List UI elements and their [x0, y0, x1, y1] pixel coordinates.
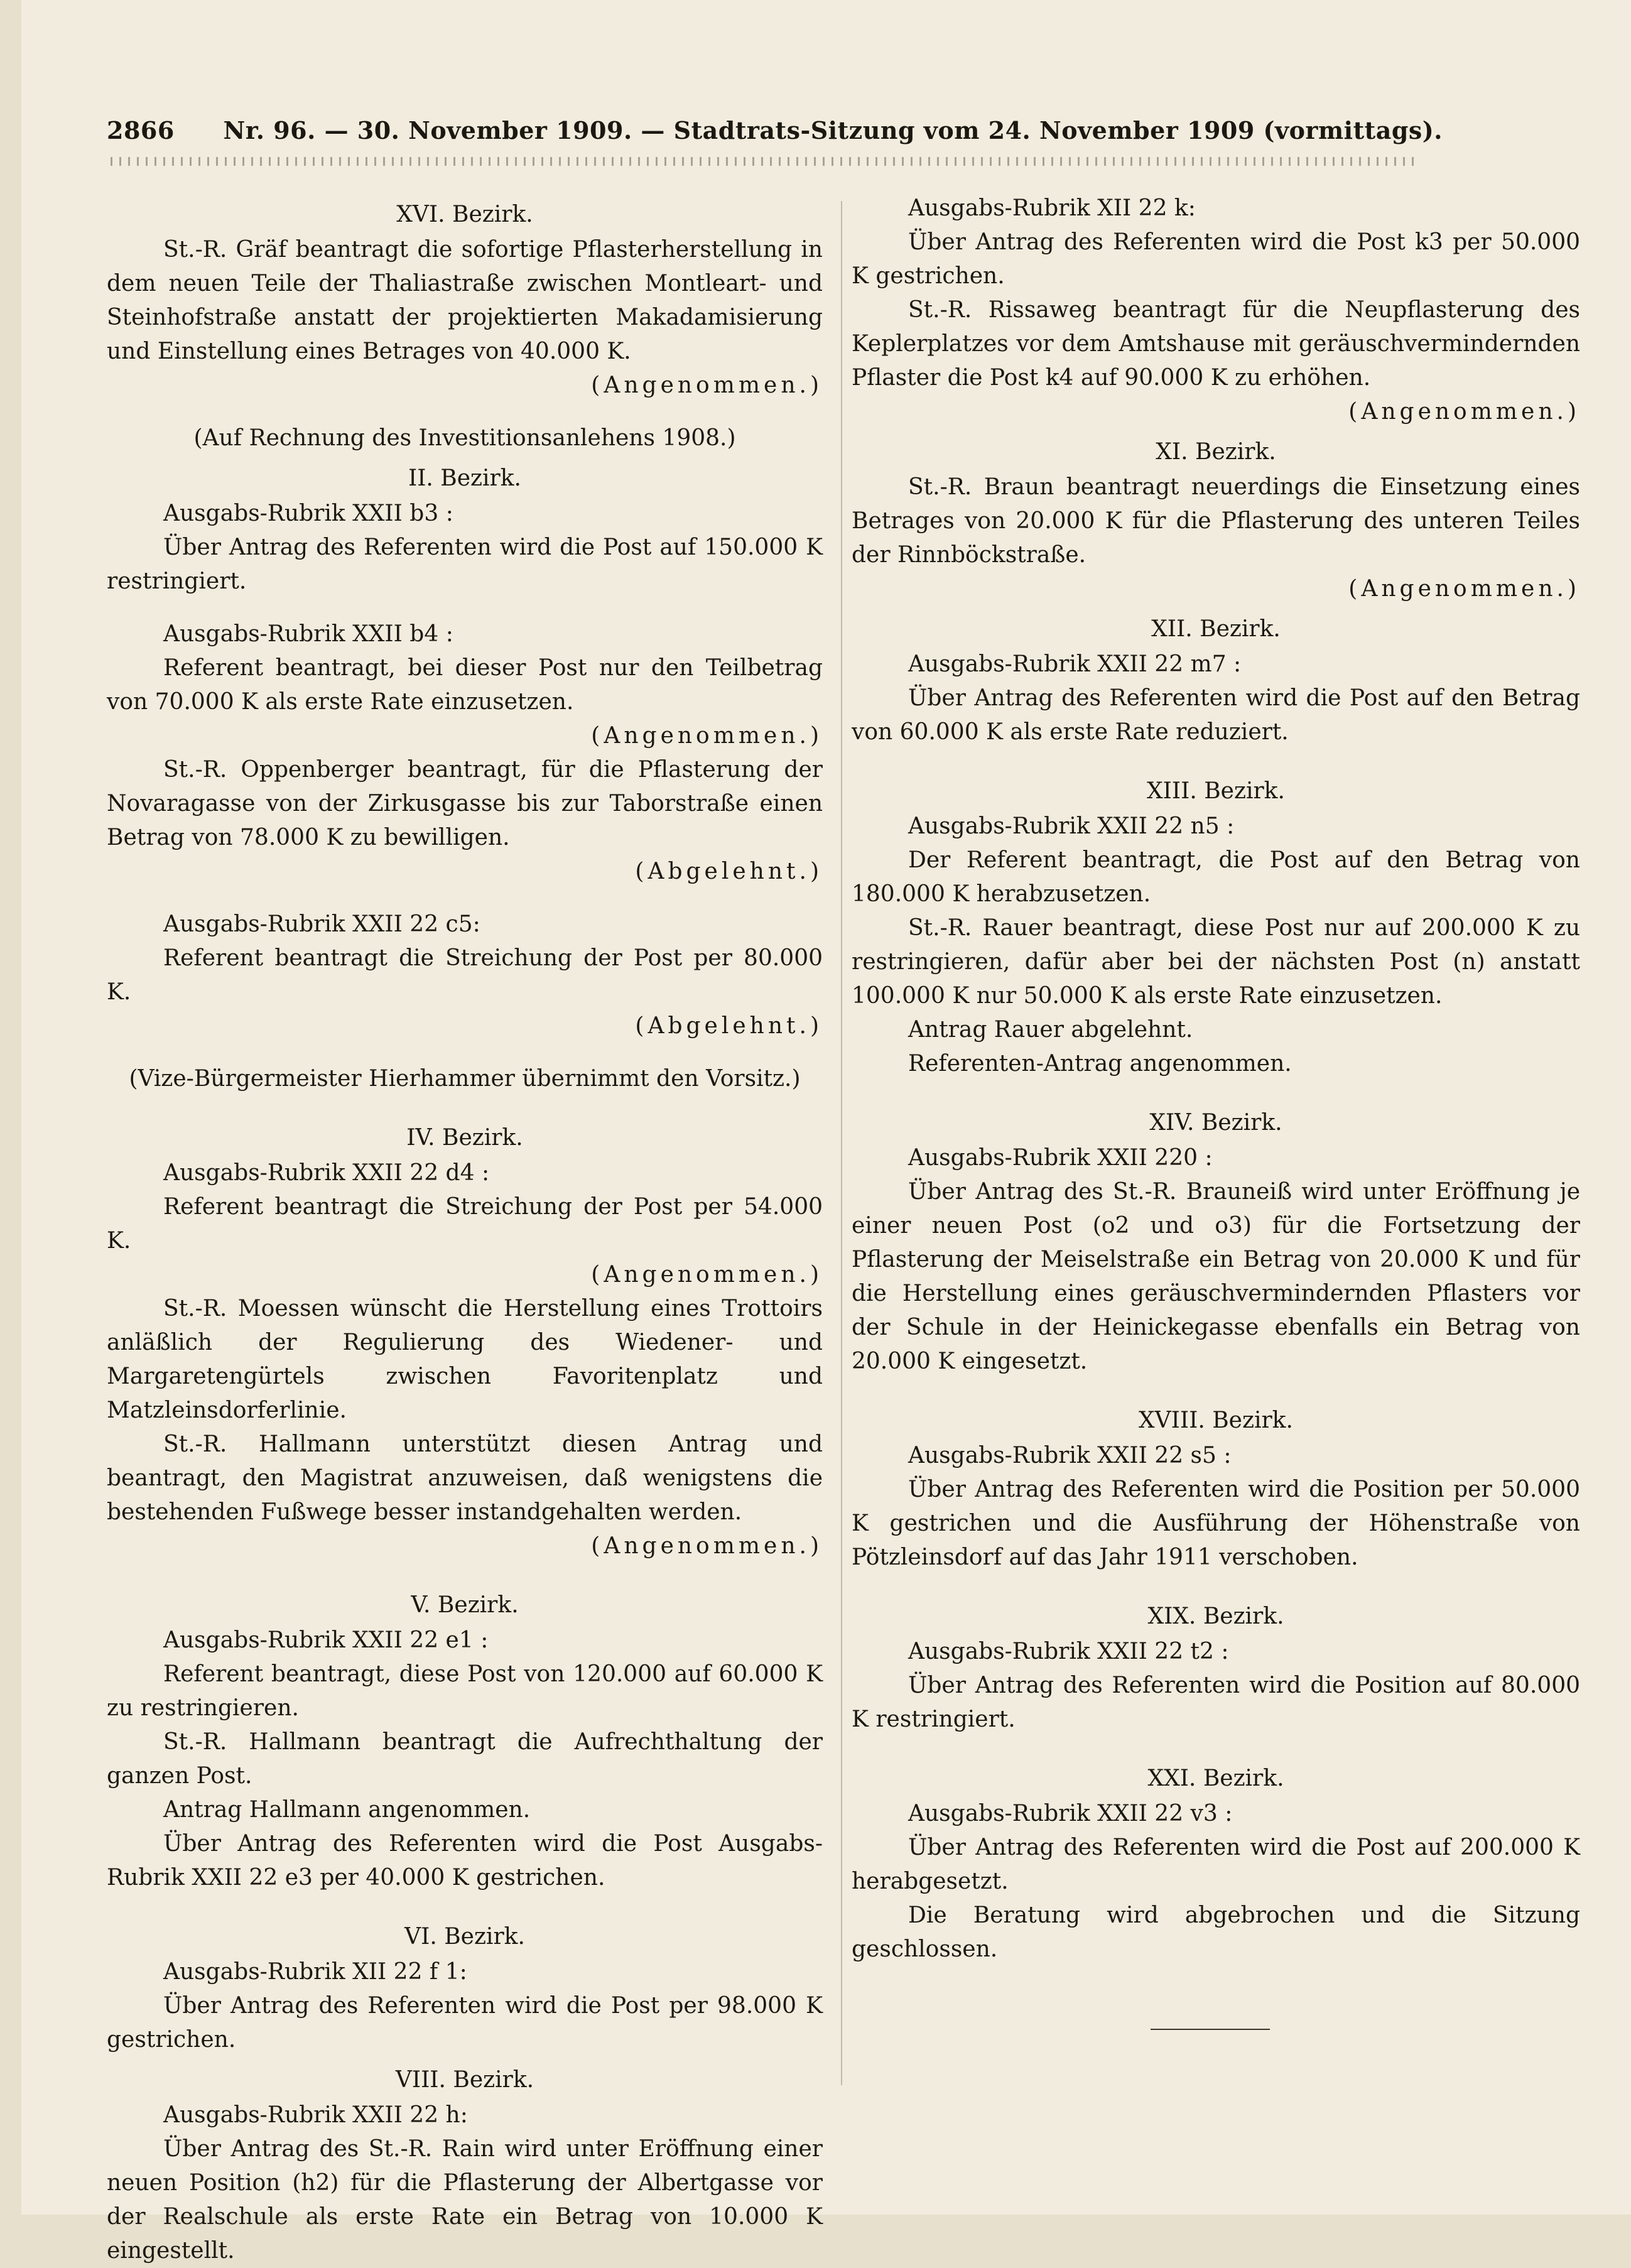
- budget-heading: Ausgabs-Rubrik XXII 22 m7 :: [908, 651, 1242, 677]
- paragraph: Antrag Rauer abgelehnt.: [908, 1017, 1193, 1043]
- page-number: 2866: [107, 116, 175, 144]
- paragraph: Antrag Hallmann angenommen.: [163, 1797, 531, 1823]
- paragraph: St.-R. Hallmann unterstützt diesen Antrag und beantragt, den Magistrat anzuweisen, daß wenigstens die bestehenden Fußwege besser instandgehalten werden. (Angenommen.): [107, 1428, 823, 1563]
- result-note: (Abgelehnt.): [635, 1013, 823, 1039]
- result-note: (Angenommen.): [591, 1533, 823, 1559]
- paragraph: Über Antrag des St.-R. Rain wird unter Eröffnung einer neuen Position (h2) für die Pflasterung der Albertgasse vor der Realschule als erste Rate ein Betrag von 10.000 K eingestellt.: [107, 2136, 823, 2264]
- district-heading: VI. Bezirk.: [404, 1924, 525, 1950]
- paragraph: Der Referent beantragt, die Post auf den Betrag von 180.000 K herabzusetzen.: [852, 847, 1580, 907]
- paragraph: Über Antrag des Referenten wird die Post k3 per 50.000 K gestrichen.: [852, 229, 1580, 289]
- district-heading: XIX. Bezirk.: [1147, 1603, 1284, 1629]
- district-heading: XII. Bezirk.: [1151, 616, 1281, 642]
- header-title: Nr. 96. — 30. November 1909. — Stadtrats-Sitzung vom 24. November 1909 (vormittags).: [223, 116, 1443, 144]
- paragraph: Die Beratung wird abgebrochen und die Sitzung geschlossen.: [852, 1902, 1580, 1962]
- header-rule: [107, 157, 1419, 166]
- paragraph: Über Antrag des St.-R. Brauneiß wird unter Eröffnung je einer neuen Post (o2 und o3) für die Fortsetzung der Pflasterung der Meiselstraße ein Betrag von 20.000 K und für die Herstellung eines geräuschvermindernden Pflasters vor der Schule in der Heinickegasse ebenfalls ein Betrag von 20.000 K eingesetzt.: [852, 1179, 1580, 1374]
- result-note: (Angenommen.): [1348, 399, 1580, 425]
- budget-heading: Ausgabs-Rubrik XXII 22 e1 :: [163, 1627, 489, 1653]
- paragraph: St.-R. Braun beantragt neuerdings die Einsetzung eines Betrages von 20.000 K für die Pflasterung des unteren Teiles der Rinnböckstraße. (Angenommen.): [852, 470, 1580, 606]
- district-heading: XIV. Bezirk.: [1149, 1110, 1282, 1136]
- budget-heading: Ausgabs-Rubrik XXII 22 d4 :: [163, 1160, 490, 1186]
- paragraph: St.-R. Gräf beantragt die sofortige Pflasterherstellung in dem neuen Teile der Thaliastraße zwischen Montleart- und Steinhofstraße anstatt der projektierten Makadamisierung und Einstellung eines Betrages von 40.000 K. (Angenommen.): [107, 233, 823, 403]
- result-note: (Abgelehnt.): [635, 859, 823, 884]
- budget-heading: Ausgabs-Rubrik XXII 22 v3 :: [908, 1801, 1233, 1826]
- left-column: [107, 192, 823, 2268]
- end-rule: [1151, 2029, 1270, 2030]
- page-header: [107, 116, 1443, 144]
- paragraph: St.-R. Oppenberger beantragt, für die Pflasterung der Novaragasse von der Zirkusgasse bis zur Taborstraße einen Betrag von 78.000 K zu bewilligen. (Abgelehnt.): [107, 753, 823, 889]
- paragraph: St.-R. Hallmann beantragt die Aufrechthaltung der ganzen Post.: [107, 1729, 823, 1789]
- paragraph: Über Antrag des Referenten wird die Position auf 80.000 K restringiert.: [852, 1673, 1580, 1732]
- paragraph: Referent beantragt, bei dieser Post nur den Teilbetrag von 70.000 K als erste Rate einzusetzen. (Angenommen.): [107, 651, 823, 753]
- financing-note: (Auf Rechnung des Investitionsanlehens 1908.): [193, 425, 736, 451]
- paragraph: Über Antrag des Referenten wird die Position per 50.000 K gestrichen und die Ausführung der Höhenstraße von Pötzleinsdorf auf das Jahr 1911 verschoben.: [852, 1477, 1580, 1570]
- document-page: [21, 0, 1631, 2264]
- district-heading: IV. Bezirk.: [406, 1125, 523, 1151]
- district-heading: XXI. Bezirk.: [1147, 1766, 1284, 1791]
- district-heading: XIII. Bezirk.: [1147, 778, 1285, 804]
- paragraph: Über Antrag des Referenten wird die Post Ausgabs-Rubrik XXII 22 e3 per 40.000 K gestrichen.: [107, 1831, 823, 1891]
- paragraph: St.-R. Rauer beantragt, diese Post nur auf 200.000 K zu restringieren, dafür aber bei der nächsten Post (n) anstatt 100.000 K nur 50.000 K als erste Rate einzusetzen.: [852, 915, 1580, 1009]
- budget-heading: Ausgabs-Rubrik XXII b3 :: [163, 501, 453, 526]
- result-note: (Angenommen.): [591, 723, 823, 749]
- paragraph: St.-R. Moessen wünscht die Herstellung eines Trottoirs anläßlich der Regulierung des Wiedener- und Margaretengürtels zwischen Favoritenplatz und Matzleinsdorferlinie.: [107, 1296, 823, 1423]
- paragraph: Referenten-Antrag angenommen.: [908, 1051, 1292, 1077]
- paragraph: Referent beantragt, diese Post von 120.000 auf 60.000 K zu restringieren.: [107, 1661, 823, 1721]
- budget-heading: Ausgabs-Rubrik XXII b4 :: [163, 621, 453, 647]
- paragraph: Über Antrag des Referenten wird die Post auf 200.000 K herabgesetzt.: [852, 1835, 1580, 1894]
- district-heading: V. Bezirk.: [411, 1592, 519, 1618]
- budget-heading: Ausgabs-Rubrik XXII 22 h:: [163, 2102, 468, 2128]
- budget-heading: Ausgabs-Rubrik XXII 22 s5 :: [908, 1443, 1232, 1468]
- district-heading: XI. Bezirk.: [1156, 439, 1276, 465]
- budget-heading: Ausgabs-Rubrik XXII 22 c5:: [163, 911, 480, 937]
- column-divider: [841, 201, 842, 2085]
- district-heading: VIII. Bezirk.: [395, 2067, 534, 2093]
- paragraph: Über Antrag des Referenten wird die Post auf den Betrag von 60.000 K als erste Rate reduziert.: [852, 685, 1580, 745]
- paragraph: Über Antrag des Referenten wird die Post per 98.000 K gestrichen.: [107, 1993, 823, 2053]
- result-note: (Angenommen.): [1348, 576, 1580, 602]
- right-column: [852, 192, 1580, 1967]
- paragraph: Referent beantragt die Streichung der Post per 54.000 K. (Angenommen.): [107, 1190, 823, 1292]
- budget-heading: Ausgabs-Rubrik XII 22 k:: [908, 195, 1196, 221]
- budget-heading: Ausgabs-Rubrik XXII 22 n5 :: [908, 813, 1235, 839]
- paragraph: Über Antrag des Referenten wird die Post auf 150.000 K restringiert.: [107, 534, 823, 594]
- paragraph: St.-R. Rissaweg beantragt für die Neupflasterung des Keplerplatzes vor dem Amtshause mit geräuschvermindernden Pflaster die Post k4 auf 90.000 K zu erhöhen. (Angenommen.): [852, 293, 1580, 429]
- district-heading: XVIII. Bezirk.: [1139, 1408, 1293, 1433]
- chair-note: (Vize-Bürgermeister Hierhammer übernimmt den Vorsitz.): [129, 1066, 801, 1092]
- budget-heading: Ausgabs-Rubrik XXII 22 t2 :: [908, 1639, 1229, 1664]
- paragraph: Referent beantragt die Streichung der Post per 80.000 K. (Abgelehnt.): [107, 941, 823, 1043]
- result-note: (Angenommen.): [591, 372, 823, 398]
- district-heading: II. Bezirk.: [408, 465, 522, 491]
- result-note: (Angenommen.): [591, 1262, 823, 1288]
- budget-heading: Ausgabs-Rubrik XII 22 f 1:: [163, 1959, 467, 1985]
- budget-heading: Ausgabs-Rubrik XXII 220 :: [908, 1145, 1213, 1171]
- district-heading: XVI. Bezirk.: [396, 202, 533, 227]
